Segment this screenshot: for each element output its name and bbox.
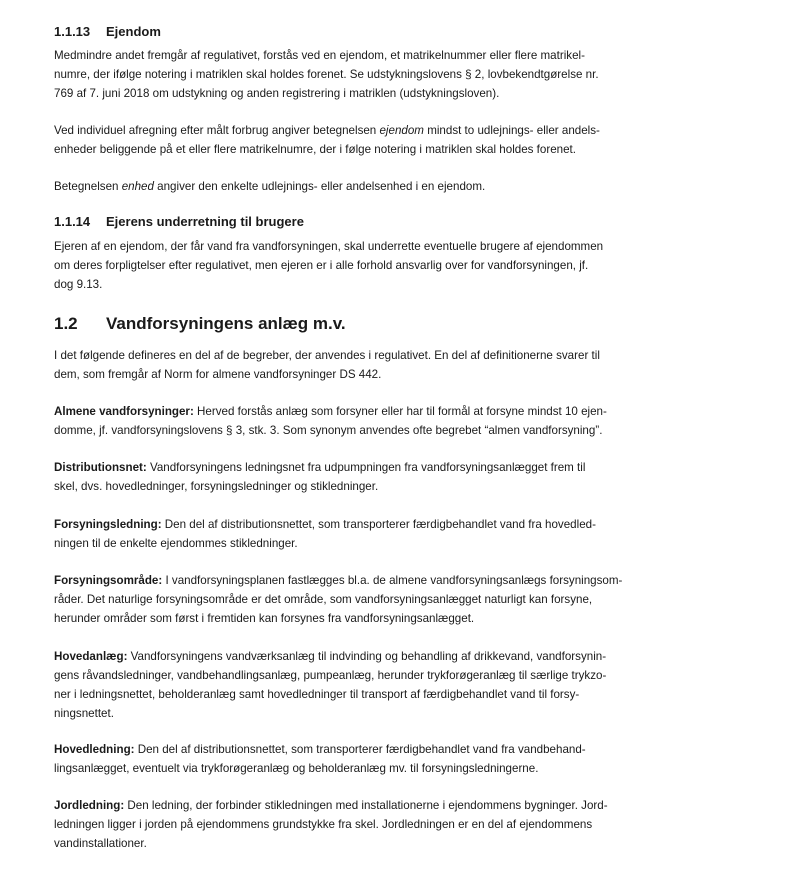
text-line	[54, 571, 654, 590]
text-line: om deres forpligtelser efter regulativet, men ejeren er i alle forhold ansvarlig over for vandforsyningen, jf.	[54, 259, 589, 272]
text-line	[54, 121, 654, 140]
definition-text: Den del af distributionsnettet, som transporterer færdigbehandlet vand fra hovedled-	[161, 518, 596, 531]
definition-text: Vandforsyningens ledningsnet fra udpumpningen fra vandforsyningsanlægget frem til	[146, 461, 586, 474]
text-line: ningen til de enkelte ejendommes stikledninger.	[54, 537, 298, 550]
text-line: gens råvandsledninger, vandbehandlingsanlæg, pumpeanlæg, herunder trykforøgeranlæg til særlige trykzo-	[54, 669, 607, 682]
text-line: I det følgende defineres en del af de begreber, der anvendes i regulativet. En del af definitionerne svarer til	[54, 349, 600, 362]
text-line	[54, 740, 654, 759]
text-line: domme, jf. vandforsyningslovens § 3, stk. 3. Som synonym anvendes ofte begrebet “almen vandforsyning”.	[54, 424, 603, 437]
section-1-1-13-heading	[54, 24, 654, 40]
text-line	[54, 647, 654, 666]
emphasis-text: ejendom	[379, 124, 424, 137]
text-line	[54, 515, 654, 534]
definition-term: Hovedanlæg:	[54, 650, 128, 663]
section-title: Vandforsyningens anlæg m.v.	[106, 314, 346, 333]
definition-forsyningsomraade	[54, 571, 654, 628]
section-title: Ejerens underretning til brugere	[106, 214, 304, 229]
section-1-2-heading	[54, 313, 654, 335]
text-line: lingsanlægget, eventuelt via trykforøgeranlæg og beholderanlæg mv. til forsyningsledningerne.	[54, 762, 539, 775]
text-run: angiver den enkelte udlejnings- eller andelsenhed i en ejendom.	[153, 180, 486, 193]
definition-term: Forsyningsledning:	[54, 518, 162, 531]
definition-text: Den ledning, der forbinder stikledningen med installationerne i ejendommens bygninger. Jord-	[124, 799, 608, 812]
paragraph-ejendom-definition	[54, 46, 654, 103]
text-run: mindst to udlejnings- eller andels-	[423, 124, 600, 137]
text-line: Medmindre andet fremgår af regulativet, forstås ved en ejendom, et matrikelnummer eller flere matrikel-	[54, 49, 585, 62]
definition-term: Hovedledning:	[54, 743, 135, 756]
text-line: vandinstallationer.	[54, 837, 147, 850]
text-line: 769 af 7. juni 2018 om udstykning og anden registrering i matriklen (udstykningsloven).	[54, 87, 500, 100]
section-number: 1.1.14	[54, 214, 91, 229]
text-line: numre, der ifølge notering i matriklen skal holdes forenet. Se udstykningslovens § 2, lovbekendtgørelse nr.	[54, 68, 599, 81]
definition-text: Vandforsyningens vandværksanlæg til indvinding og behandling af drikkevand, vandforsynin-	[127, 650, 607, 663]
definition-term: Distributionsnet:	[54, 461, 147, 474]
text-line	[54, 402, 654, 421]
paragraph-enhed	[54, 177, 654, 196]
text-line: ningsnettet.	[54, 707, 114, 720]
text-line: ledningen ligger i jorden på ejendommens grundstykke fra skel. Jordledningen er en del af ejendommens	[54, 818, 593, 831]
text-line: enheder beliggende på et eller flere matrikelnumre, der i følge notering i matriklen skal holdes forenet.	[54, 143, 577, 156]
paragraph-individuel-afregning	[54, 121, 654, 159]
section-title: Ejendom	[106, 24, 161, 39]
text-line	[54, 177, 654, 196]
definition-text: Den del af distributionsnettet, som transporterer færdigbehandlet vand fra vandbehand-	[134, 743, 586, 756]
definition-term: Forsyningsområde:	[54, 574, 163, 587]
definition-distributionsnet	[54, 458, 654, 496]
definition-almene-vandforsyninger	[54, 402, 654, 440]
text-line: herunder områder som først i fremtiden kan forsynes fra vandforsyningsanlægget.	[54, 612, 475, 625]
definition-hovedledning	[54, 740, 654, 778]
text-line	[54, 458, 654, 477]
text-run: Ved individuel afregning efter målt forbrug angiver betegnelsen	[54, 124, 380, 137]
text-line: skel, dvs. hovedledninger, forsyningsledninger og stikledninger.	[54, 480, 379, 493]
section-1-1-14-heading	[54, 214, 654, 230]
text-line: Ejeren af en ejendom, der får vand fra vandforsyningen, skal underrette eventuelle brugere af ejendommen	[54, 240, 604, 253]
paragraph-intro	[54, 346, 654, 384]
text-line	[54, 796, 654, 815]
text-line: ner i ledningsnettet, beholderanlæg samt hovedledninger til transport af færdigbehandlet vand til forsy-	[54, 688, 580, 701]
text-line: råder. Det naturlige forsyningsområde er det område, som vandforsyningsanlægget naturligt kan forsyne,	[54, 593, 593, 606]
definition-forsyningsledning	[54, 515, 654, 553]
emphasis-text: enhed	[121, 180, 154, 193]
text-run: Betegnelsen	[54, 180, 122, 193]
definition-jordledning	[54, 796, 654, 853]
section-number: 1.2	[54, 314, 78, 333]
text-line: dem, som fremgår af Norm for almene vandforsyninger DS 442.	[54, 368, 382, 381]
definition-term: Jordledning:	[54, 799, 125, 812]
definition-text: I vandforsyningsplanen fastlægges bl.a. de almene vandforsyningsanlægs forsyningsom-	[162, 574, 623, 587]
definition-text: Herved forstås anlæg som forsyner eller har til formål at forsyne mindst 10 ejen-	[193, 405, 607, 418]
text-line: dog 9.13.	[54, 278, 103, 291]
definition-hovedanlaeg	[54, 647, 654, 723]
section-number: 1.1.13	[54, 24, 91, 39]
paragraph-ejerens-underretning	[54, 237, 654, 294]
definition-term: Almene vandforsyninger:	[54, 405, 194, 418]
